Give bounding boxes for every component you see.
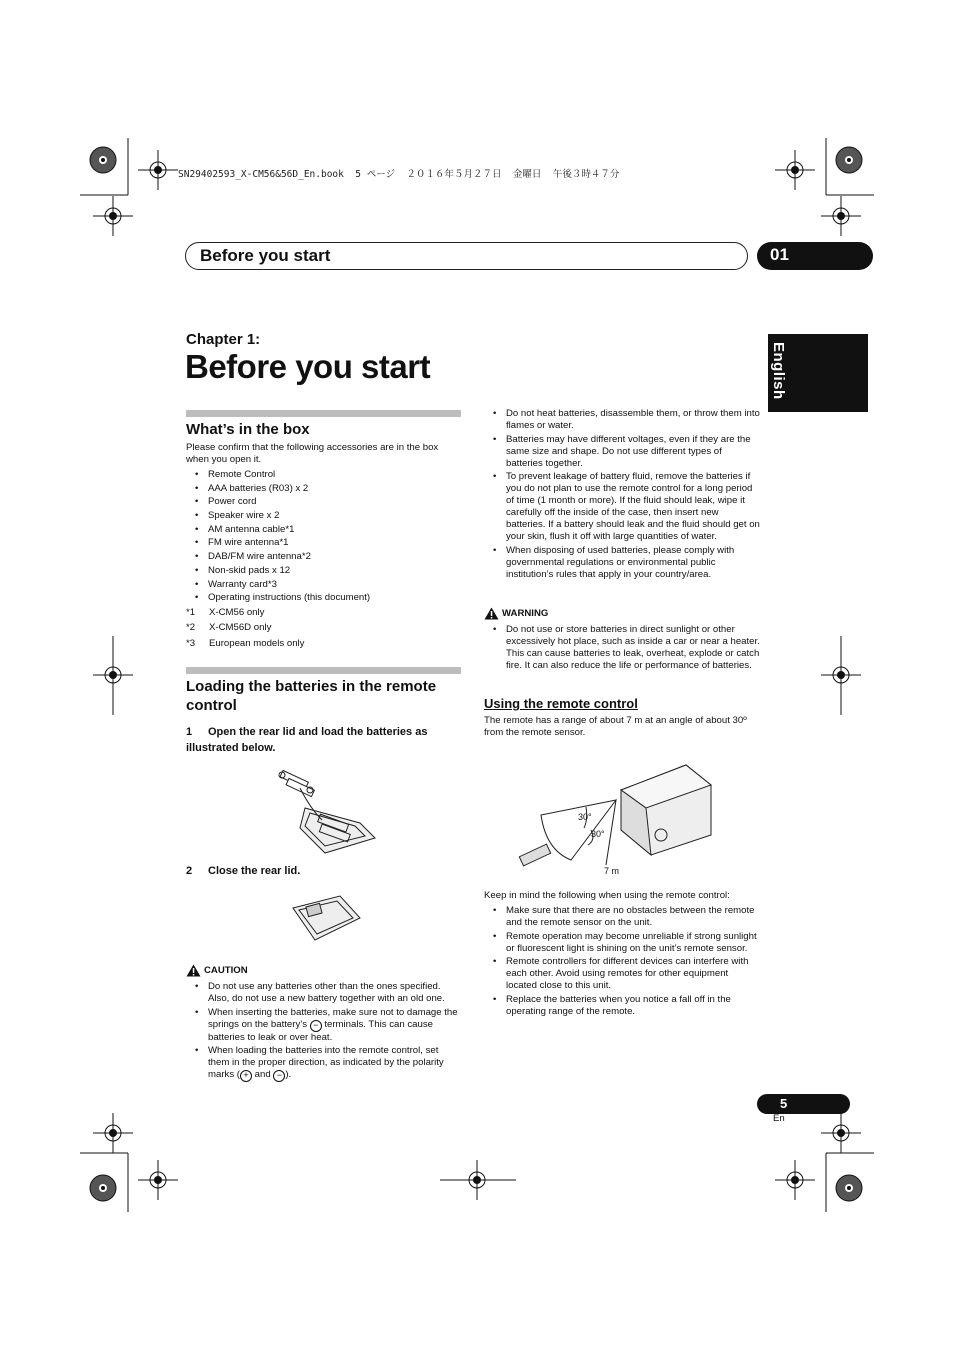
chapter-number-badge bbox=[757, 242, 873, 270]
caution-heading: CAUTION bbox=[186, 964, 462, 977]
remote-usage-section bbox=[484, 890, 760, 1020]
warning-triangle-icon bbox=[186, 964, 201, 977]
list-item: • Remote controllers for different devices can interfere with each other. Avoid using remotes for other equipment located close to this unit. bbox=[484, 956, 760, 992]
list-item: • Non-skid pads x 12 bbox=[186, 565, 462, 577]
list-item: • FM wire antenna*1 bbox=[186, 537, 462, 549]
list-item: • To prevent leakage of battery fluid, remove the batteries if you do not plan to use the remote control for a long period of time (1 month or more). If the fluid should leak, wipe it carefully off the inside of the case, then insert new batteries. If a battery should leak and the fluid should get on your skin, flush it off with large quantities of water. bbox=[484, 471, 760, 543]
box-section bbox=[186, 442, 462, 653]
list-item: • DAB/FM wire antenna*2 bbox=[186, 551, 462, 563]
book-info-line: SN29402593_X-CM56&56D_En.book 5 ページ ２０１６年５月２７日 金曜日 午後３時４７分 bbox=[178, 169, 620, 180]
list-item: • Remote Control bbox=[186, 469, 462, 481]
angle-label-upper: 30° bbox=[578, 812, 592, 822]
battery-precautions bbox=[484, 408, 760, 583]
step-2: 2 Close the rear lid. bbox=[186, 865, 301, 877]
list-item: • Warranty card*3 bbox=[186, 579, 462, 591]
footnotes bbox=[186, 607, 462, 649]
list-item: • AM antenna cable*1 bbox=[186, 524, 462, 536]
battery-loading-illustration bbox=[270, 768, 380, 858]
list-item: • Replace the batteries when you notice a fall off in the operating range of the remote. bbox=[484, 994, 760, 1018]
running-header bbox=[185, 242, 748, 270]
section-divider bbox=[186, 667, 461, 674]
plus-polarity-icon: + bbox=[240, 1070, 252, 1082]
section-divider bbox=[186, 410, 461, 417]
footnote: *1 X-CM56 only bbox=[186, 607, 265, 619]
precaution-list bbox=[484, 408, 760, 581]
box-intro: Please confirm that the following accessories are in the box when you open it. bbox=[186, 442, 439, 465]
list-item: • Do not heat batteries, disassemble them, or throw them into flames or water. bbox=[484, 408, 760, 432]
remote-intro: The remote has a range of about 7 m at an angle of about 30º from the remote sensor. bbox=[484, 715, 747, 738]
page-number-badge bbox=[757, 1094, 850, 1114]
box-items-list bbox=[186, 469, 462, 604]
chapter-title: Before you start bbox=[185, 348, 431, 385]
minus-terminal-icon: − bbox=[310, 1020, 322, 1032]
list-item: • Speaker wire x 2 bbox=[186, 510, 462, 522]
list-item: • Make sure that there are no obstacles between the remote and the remote sensor on the unit. bbox=[484, 905, 760, 929]
list-item: • Batteries may have different voltages, even if they are the same size and shape. Do not use different types of batteries together. bbox=[484, 434, 760, 470]
remote-keep-in-mind: Keep in mind the following when using the remote control: bbox=[484, 890, 730, 901]
list-item: • When disposing of used batteries, please comply with governmental regulations or environmental public institution’s rules that apply in your country/area. bbox=[484, 545, 760, 581]
list-item: • Remote operation may become unreliable if strong sunlight or fluorescent light is shining on the unit’s remote sensor. bbox=[484, 931, 760, 955]
step-1: 1 Open the rear lid and load the batteries as illustrated below. bbox=[186, 726, 428, 754]
list-item: • When loading the batteries into the remote control, set them in the proper direction, as indicated by the polarity marks ( + and − ). bbox=[186, 1045, 462, 1082]
minus-polarity-icon: − bbox=[273, 1070, 285, 1082]
list-item: • Operating instructions (this document) bbox=[186, 592, 462, 604]
distance-label: 7 m bbox=[604, 866, 620, 876]
language-tab-label: English bbox=[770, 342, 787, 400]
list-item: • AAA batteries (R03) x 2 bbox=[186, 483, 462, 495]
list-item: • Do not use any batteries other than the ones specified. Also, do not use a new battery together with an old one. bbox=[186, 981, 462, 1005]
warning-section bbox=[484, 607, 760, 674]
rear-lid-closed-illustration bbox=[285, 888, 365, 948]
caution-section bbox=[186, 964, 462, 1084]
batteries-heading: Loading the batteries in the remote control bbox=[186, 678, 437, 714]
list-item: • Power cord bbox=[186, 496, 462, 508]
warning-triangle-icon bbox=[484, 607, 499, 620]
box-heading: What’s in the box bbox=[186, 421, 310, 438]
page-number: 5 bbox=[780, 1096, 788, 1111]
remote-usage-list bbox=[484, 905, 760, 1018]
chapter-number: 01 bbox=[770, 245, 789, 264]
warning-heading: WARNING bbox=[484, 607, 760, 620]
list-item: • When inserting the batteries, make sure not to damage the springs on the battery’s − terminals. This can cause batteries to leak or over heat. bbox=[186, 1007, 462, 1044]
warning-list bbox=[484, 624, 760, 672]
remote-heading: Using the remote control bbox=[484, 696, 638, 711]
caution-list bbox=[186, 981, 462, 1082]
page-language: En bbox=[773, 1113, 785, 1124]
angle-label-lower: 30° bbox=[591, 829, 605, 839]
remote-range-diagram bbox=[516, 760, 716, 880]
list-item: • Do not use or store batteries in direct sunlight or other excessively hot place, such as inside a car or near a heater. This can cause batteries to leak, overheat, explode or catch fire. It can also reduce the life or performance of batteries. bbox=[484, 624, 760, 672]
chapter-label: Chapter 1: bbox=[186, 331, 261, 348]
header-title: Before you start bbox=[200, 246, 331, 265]
footnote: *3 European models only bbox=[186, 637, 305, 649]
footnote: *2 X-CM56D only bbox=[186, 622, 272, 634]
language-tab bbox=[768, 334, 868, 412]
